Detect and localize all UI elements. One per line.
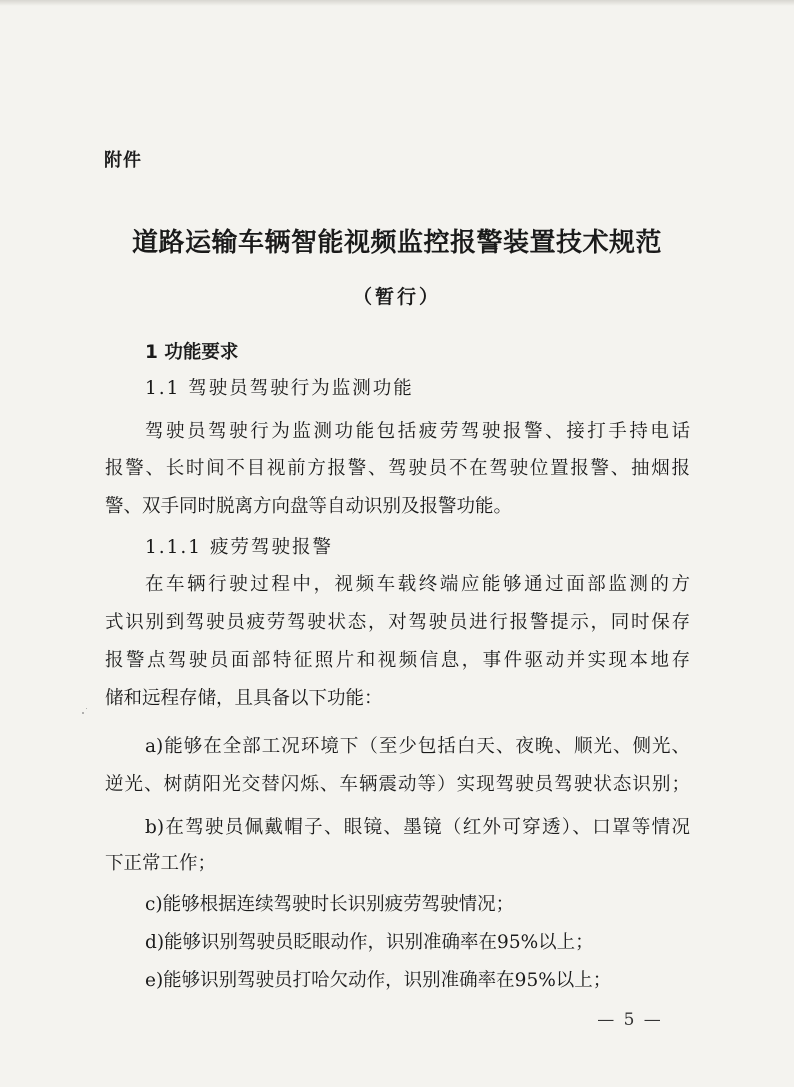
list-item-b-continued: 下正常工作； [105, 853, 217, 874]
list-item-b: b)在驾驶员佩戴帽子、眼镜、墨镜（红外可穿透）、口罩等情况 [145, 817, 690, 838]
list-item-c: c)能够根据连续驾驶时长识别疲劳驾驶情况； [145, 894, 515, 915]
attachment-label: 附件 [104, 150, 142, 171]
list-item-a-continued: 逆光、树荫阳光交替闪烁、车辆震动等）实现驾驶员驾驶状态识别； [105, 774, 690, 795]
paragraph-line: 警、双手同时脱离方向盘等自动识别及报警功能。 [105, 496, 513, 517]
list-item-e: e)能够识别驾驶员打哈欠动作，识别准确率在95%以上； [145, 970, 612, 991]
subsection-heading: 1.1.1 疲劳驾驶报警 [145, 537, 333, 558]
scan-speck [82, 712, 84, 714]
paragraph-line: 驾驶员驾驶行为监测功能包括疲劳驾驶报警、接打手持电话 [145, 421, 690, 442]
list-item-d: d)能够识别驾驶员眨眼动作，识别准确率在95%以上； [145, 932, 594, 953]
section-heading: 1 功能要求 [145, 342, 239, 363]
paragraph-line: 报警、长时间不目视前方报警、驾驶员不在驾驶位置报警、抽烟报 [105, 458, 690, 479]
scan-edge-shadow [0, 0, 794, 6]
paragraph-line: 式识别到驾驶员疲劳驾驶状态，对驾驶员进行报警提示，同时保存 [105, 612, 690, 633]
scan-speck [86, 708, 87, 709]
paragraph-line: 在车辆行驶过程中，视频车载终端应能够通过面部监测的方 [145, 574, 690, 595]
document-subtitle: （暂行） [352, 286, 441, 308]
page-number: — 5 — [597, 1010, 663, 1030]
document-title: 道路运输车辆智能视频监控报警装置技术规范 [131, 228, 662, 258]
subsection-heading: 1.1 驾驶员驾驶行为监测功能 [145, 378, 414, 399]
list-item-a: a)能够在全部工况环境下（至少包括白天、夜晚、顺光、侧光、 [145, 736, 690, 757]
paragraph-line: 储和远程存储，且具备以下功能： [105, 688, 383, 709]
paragraph-line: 报警点驾驶员面部特征照片和视频信息，事件驱动并实现本地存 [105, 650, 690, 671]
